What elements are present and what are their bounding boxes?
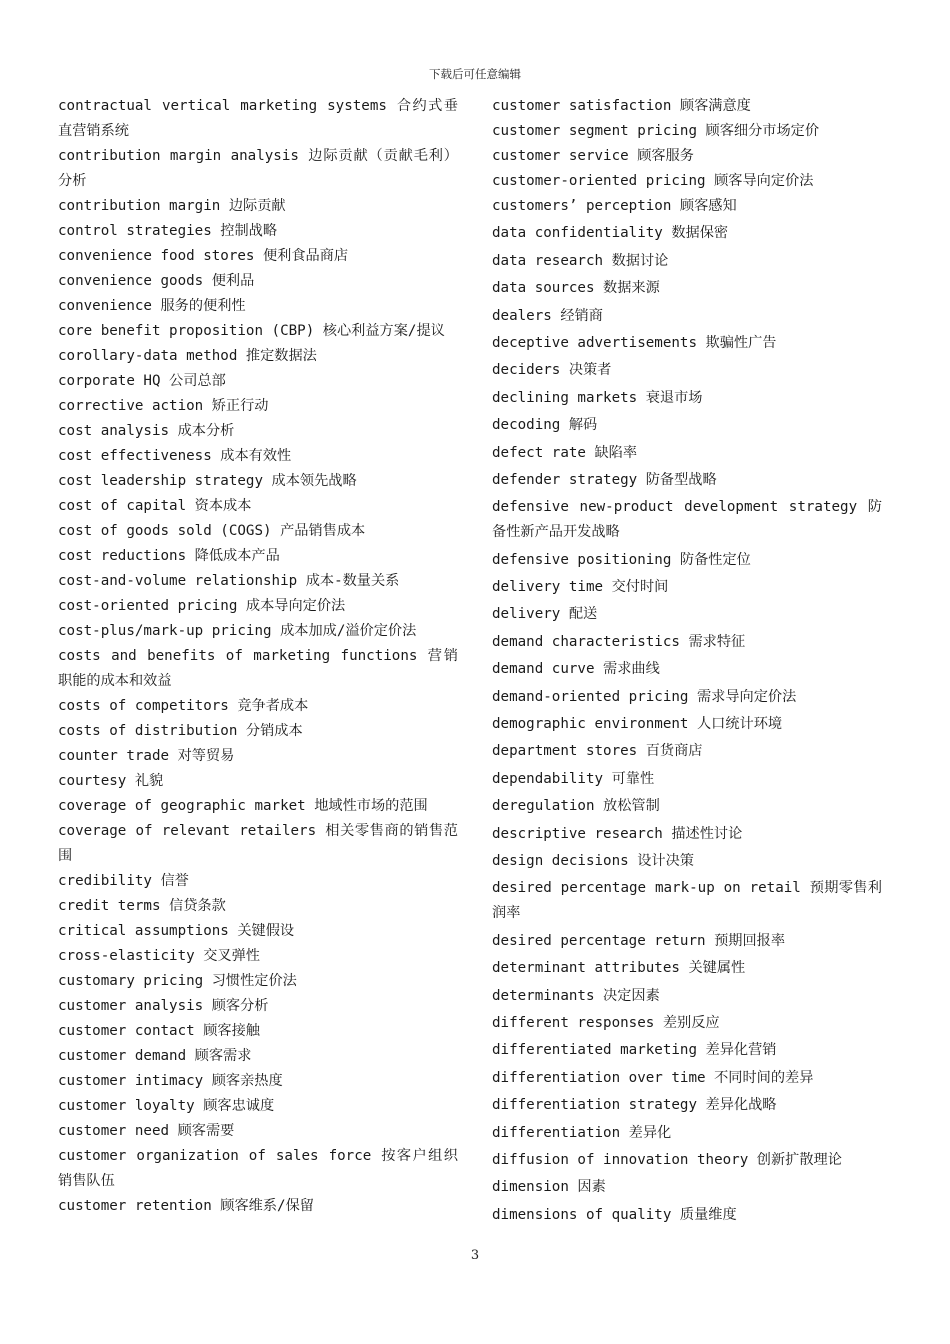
- glossary-entry: dependability 可靠性: [492, 770, 655, 787]
- glossary-entry: critical assumptions 关键假设: [58, 923, 295, 939]
- glossary-entry: customer need 顾客需要: [58, 1123, 235, 1139]
- glossary-entry: cost of goods sold (COGS) 产品销售成本: [58, 523, 366, 539]
- glossary-entry: cost-oriented pricing 成本导向定价法: [58, 598, 346, 614]
- glossary-entry: diffusion of innovation theory 创新扩散理论: [492, 1151, 842, 1168]
- glossary-entry: cost-and-volume relationship 成本-数量关系: [58, 573, 400, 589]
- glossary-entry: customer segment pricing 顾客细分市场定价: [492, 123, 820, 139]
- glossary-entry: customary pricing 习惯性定价法: [58, 973, 297, 989]
- glossary-entry: cross-elasticity 交叉弹性: [58, 948, 260, 964]
- glossary-entry: department stores 百货商店: [492, 743, 703, 760]
- glossary-entry: dealers 经销商: [492, 307, 603, 324]
- glossary-entry: demographic environment 人口统计环境: [492, 716, 783, 733]
- glossary-entry: contribution margin analysis 边际贡献（贡献毛利）分析: [58, 148, 458, 189]
- glossary-entry: demand-oriented pricing 需求导向定价法: [492, 688, 797, 705]
- glossary-entry: cost effectiveness 成本有效性: [58, 448, 292, 464]
- glossary-entry: delivery 配送: [492, 606, 598, 623]
- glossary-entry: dimensions of quality 质量维度: [492, 1206, 737, 1223]
- glossary-entry: declining markets 衰退市场: [492, 389, 703, 406]
- glossary-entry: deceptive advertisements 欺骗性广告: [492, 334, 777, 351]
- glossary-entry: customer service 顾客服务: [492, 148, 694, 164]
- glossary-entry: data research 数据讨论: [492, 252, 669, 269]
- glossary-entry: dimension 因素: [492, 1179, 606, 1196]
- glossary-entry: customers’ perception 顾客感知: [492, 198, 737, 214]
- glossary-entry: cost leadership strategy 成本领先战略: [58, 473, 357, 489]
- glossary-entry: customer analysis 顾客分析: [58, 998, 269, 1014]
- glossary-entry: core benefit proposition (CBP) 核心利益方案/提议: [58, 323, 445, 339]
- glossary-entry: desired percentage return 预期回报率: [492, 932, 786, 949]
- glossary-entry: customer intimacy 顾客亲热度: [58, 1073, 283, 1089]
- glossary-entry: corrective action 矫正行动: [58, 398, 269, 414]
- glossary-entry: convenience goods 便利品: [58, 273, 255, 289]
- glossary-entry: contractual vertical marketing systems 合约式垂直营销系统: [58, 98, 458, 139]
- glossary-entry: credit terms 信贷条款: [58, 898, 226, 914]
- glossary-entry: cost-plus/mark-up pricing 成本加成/溢价定价法: [58, 623, 417, 639]
- glossary-entry: customer-oriented pricing 顾客导向定价法: [492, 173, 814, 189]
- glossary-entry: costs and benefits of marketing functions 营销职能的成本和效益: [58, 648, 458, 689]
- page-number: 3: [470, 1248, 480, 1263]
- glossary-entry: demand curve 需求曲线: [492, 661, 660, 678]
- glossary-entry: design decisions 设计决策: [492, 852, 694, 869]
- glossary-entry: decoding 解码: [492, 417, 598, 434]
- page-header: 下载后可任意编辑: [429, 67, 521, 81]
- glossary-entry: deregulation 放松管制: [492, 798, 660, 815]
- glossary-entry: deciders 决策者: [492, 362, 612, 379]
- glossary-entry: control strategies 控制战略: [58, 223, 278, 239]
- glossary-entry: delivery time 交付时间: [492, 579, 669, 596]
- glossary-entry: convenience 服务的便利性: [58, 298, 246, 314]
- glossary-entry: cost of capital 资本成本: [58, 498, 252, 514]
- glossary-entry: differentiation 差异化: [492, 1124, 672, 1141]
- glossary-entry: counter trade 对等贸易: [58, 748, 235, 764]
- glossary-entry: costs of distribution 分销成本: [58, 723, 303, 739]
- glossary-entry: data sources 数据来源: [492, 280, 660, 297]
- glossary-entry: contribution margin 边际贡献: [58, 198, 286, 214]
- glossary-entry: cost analysis 成本分析: [58, 423, 235, 439]
- glossary-entry: customer demand 顾客需求: [58, 1048, 252, 1064]
- glossary-entry: coverage of geographic market 地域性市场的范围: [58, 798, 428, 814]
- glossary-entry: convenience food stores 便利食品商店: [58, 248, 349, 264]
- glossary-entry: customer organization of sales force 按客户组织销售队伍: [58, 1148, 458, 1189]
- glossary-entry: defender strategy 防备型战略: [492, 471, 717, 488]
- glossary-entry: customer contact 顾客接触: [58, 1023, 260, 1039]
- glossary-entry: demand characteristics 需求特征: [492, 633, 746, 650]
- glossary-entry: coverage of relevant retailers 相关零售商的销售范围: [58, 823, 458, 864]
- glossary-entry: determinant attributes 关键属性: [492, 960, 746, 977]
- glossary-entry: different responses 差别反应: [492, 1014, 720, 1031]
- glossary-entry: defect rate 缺陷率: [492, 444, 638, 461]
- glossary-entry: data confidentiality 数据保密: [492, 225, 729, 242]
- glossary-entry: courtesy 礼貌: [58, 773, 164, 789]
- glossary-entry: desired percentage mark-up on retail 预期零售利润率: [492, 880, 882, 922]
- glossary-entry: defensive positioning 防备性定位: [492, 551, 751, 568]
- glossary-entry: credibility 信誉: [58, 873, 189, 889]
- glossary-entry: corollary-data method 推定数据法: [58, 348, 317, 364]
- glossary-entry: customer satisfaction 顾客满意度: [492, 98, 751, 114]
- glossary-column-right: [492, 94, 882, 1228]
- glossary-entry: cost reductions 降低成本产品: [58, 548, 280, 564]
- glossary-entry: corporate HQ 公司总部: [58, 373, 226, 389]
- glossary-entry: costs of competitors 竞争者成本: [58, 698, 309, 714]
- glossary-entry: differentiation strategy 差异化战略: [492, 1097, 777, 1114]
- glossary-entry: customer loyalty 顾客忠诚度: [58, 1098, 275, 1114]
- glossary-entry: descriptive research 描述性讨论: [492, 825, 743, 842]
- glossary-entry: differentiated marketing 差异化营销: [492, 1042, 777, 1059]
- glossary-entry: differentiation over time 不同时间的差异: [492, 1069, 814, 1086]
- glossary-column-left: [58, 94, 458, 1219]
- glossary-entry: determinants 决定因素: [492, 987, 660, 1004]
- glossary-entry: customer retention 顾客维系/保留: [58, 1198, 314, 1214]
- glossary-entry: defensive new-product development strategy 防备性新产品开发战略: [492, 499, 882, 541]
